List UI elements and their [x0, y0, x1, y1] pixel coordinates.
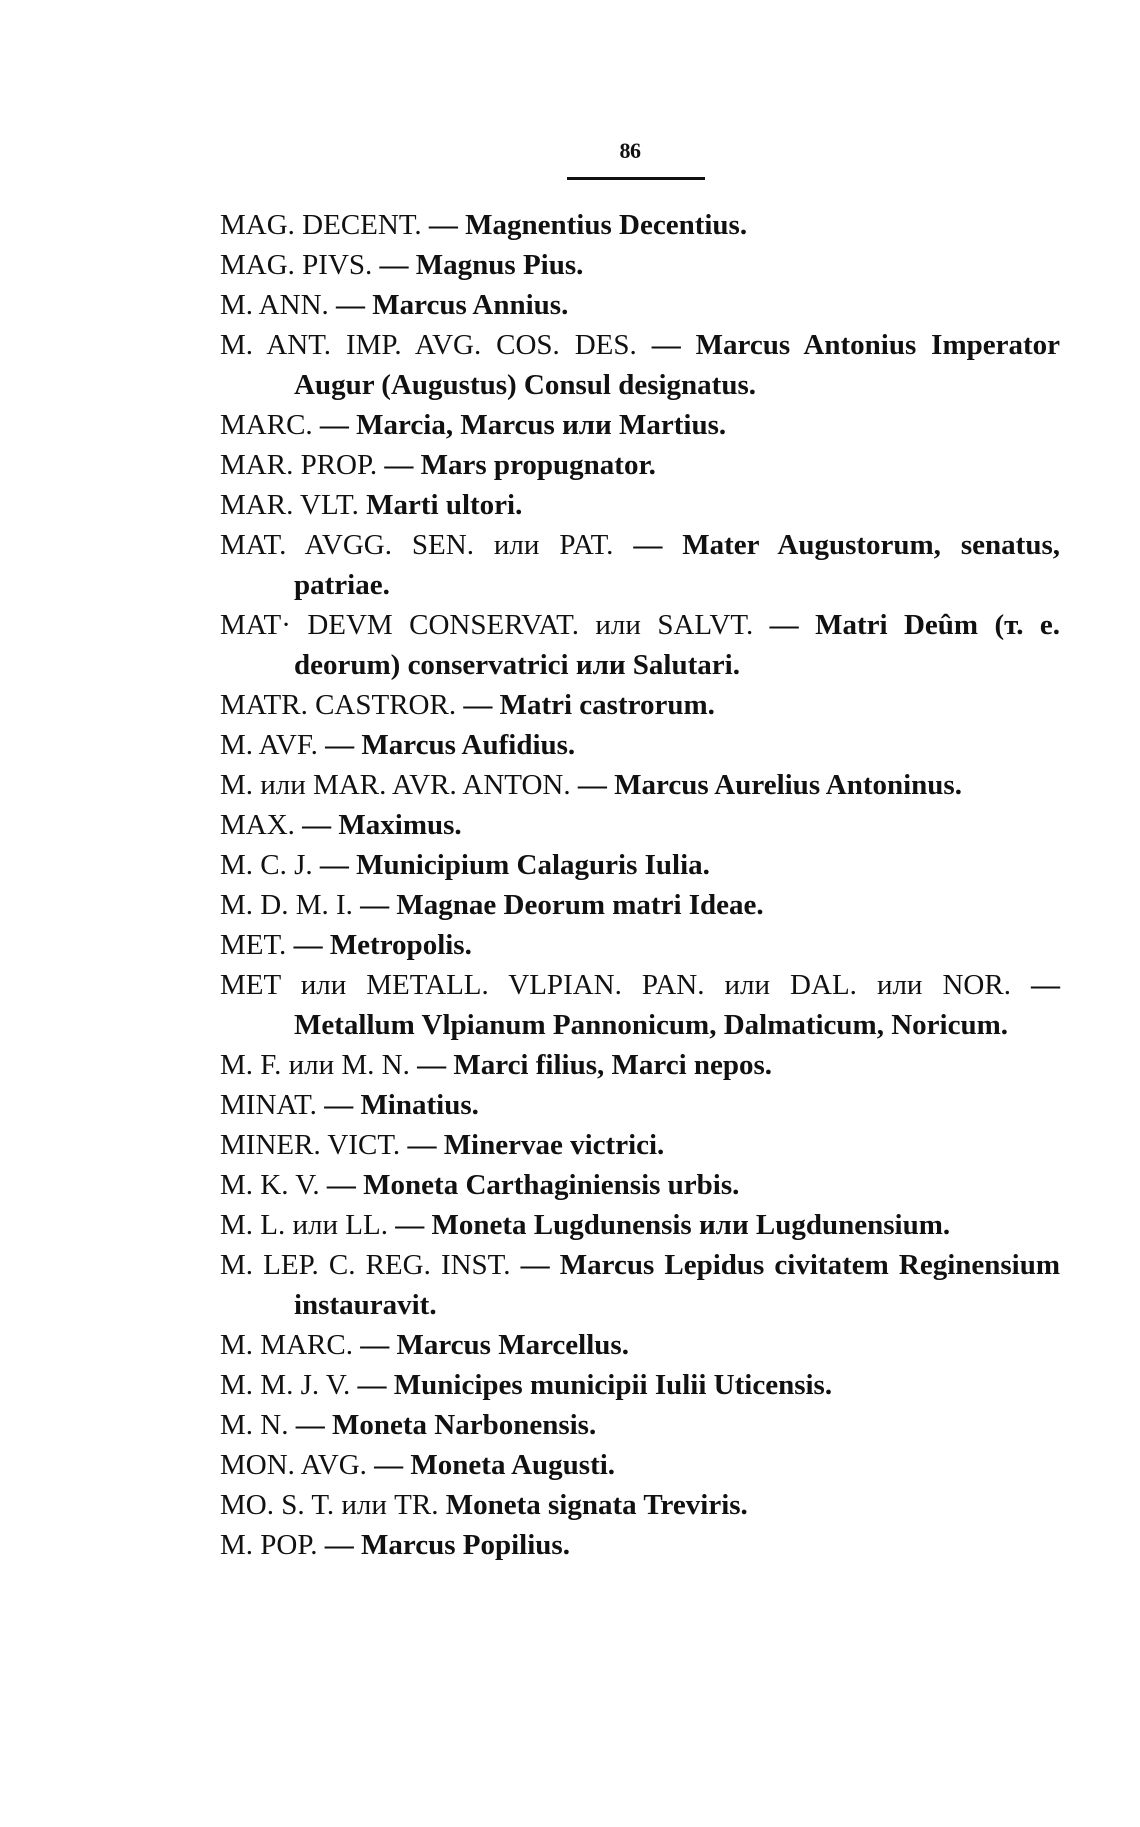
- entry-abbreviation: MAX.: [220, 809, 295, 841]
- entry-abbreviation: M. D. M. I.: [220, 889, 353, 921]
- entry-meaning: — Magnus Pius.: [379, 249, 584, 281]
- entry-abbreviation: MAR. PROP.: [220, 449, 378, 481]
- entry-abbreviation: M. M. J. V.: [220, 1369, 351, 1401]
- entry-meaning: — Moneta Lugdunensis или Lugdunensium.: [395, 1209, 951, 1241]
- abbreviation-entry: [220, 805, 1060, 845]
- entry-abbreviation: M. ANN.: [220, 289, 329, 321]
- header-rule: [567, 177, 705, 180]
- entry-meaning: — Metropolis.: [293, 929, 472, 961]
- entry-abbreviation: MATR. CASTROR.: [220, 689, 457, 721]
- entry-abbreviation: M. LEP. C. REG. INST.: [220, 1249, 511, 1281]
- entry-abbreviation: MAT· DEVM CONSERVAT. или SALVT.: [220, 609, 754, 641]
- entry-meaning: — Mater Augustorum, senatus, patriae.: [294, 529, 1060, 601]
- entry-abbreviation: M. L. или LL.: [220, 1209, 388, 1241]
- entry-meaning: — Marcus Aurelius Antoninus.: [577, 769, 962, 801]
- entry-meaning: — Marci filius, Marci nepos.: [417, 1049, 773, 1081]
- entry-meaning: — Moneta Narbonensis.: [295, 1409, 597, 1441]
- entry-abbreviation: MO. S. T. или TR.: [220, 1489, 439, 1521]
- entry-abbreviation: MINAT.: [220, 1089, 317, 1121]
- entry-abbreviation: MET или METALL. VLPIAN. PAN. или DAL. или NOR.: [220, 969, 1011, 1001]
- entry-meaning: Moneta signata Treviris.: [445, 1489, 748, 1521]
- entry-abbreviation: MAG. DECENT.: [220, 209, 422, 241]
- entry-meaning: — Marcus Lepidus civitatem Reginensium instauravit.: [294, 1249, 1061, 1321]
- entry-abbreviation: M. MARC.: [220, 1329, 353, 1361]
- abbreviation-entry: [220, 1445, 1060, 1485]
- entry-meaning: — Maximus.: [302, 809, 462, 841]
- abbreviation-entry: [220, 1125, 1060, 1165]
- entry-abbreviation: M. C. J.: [220, 849, 313, 881]
- abbreviation-entry: [220, 1245, 1060, 1325]
- abbreviation-entry: [220, 925, 1060, 965]
- abbreviation-entry: [220, 1085, 1060, 1125]
- abbreviation-entry: [220, 405, 1060, 445]
- entry-meaning: — Marcus Marcellus.: [360, 1329, 629, 1361]
- abbreviation-entry: [220, 605, 1060, 685]
- abbreviation-entry: [220, 285, 1060, 325]
- entry-meaning: — Municipium Calaguris Iulia.: [319, 849, 710, 881]
- abbreviation-entry: [220, 1485, 1060, 1525]
- abbreviation-entry: [220, 685, 1060, 725]
- entry-abbreviation: M. F. или M. N.: [220, 1049, 410, 1081]
- page-number: 86: [619, 138, 641, 163]
- entry-abbreviation: M. или MAR. AVR. ANTON.: [220, 769, 571, 801]
- abbreviation-entry: [220, 1165, 1060, 1205]
- entry-meaning: — Moneta Carthaginiensis urbis.: [326, 1169, 740, 1201]
- entry-meaning: — Marcus Popilius.: [324, 1529, 570, 1561]
- abbreviation-entry: [220, 885, 1060, 925]
- entry-meaning: — Municipes municipii Iulii Uticensis.: [357, 1369, 833, 1401]
- abbreviation-entry: [220, 1205, 1060, 1245]
- entry-abbreviation: MAG. PIVS.: [220, 249, 373, 281]
- entry-abbreviation: MON. AVG.: [220, 1449, 367, 1481]
- entry-abbreviation: MET.: [220, 929, 287, 961]
- abbreviation-entry: [220, 1045, 1060, 1085]
- entry-meaning: Marti ultori.: [366, 489, 523, 521]
- entry-abbreviation: MAR. VLT.: [220, 489, 359, 521]
- entry-meaning: — Mars propugnator.: [384, 449, 656, 481]
- entry-meaning: — Minatius.: [324, 1089, 479, 1121]
- abbreviation-entry: [220, 245, 1060, 285]
- entry-abbreviation: M. AVF.: [220, 729, 318, 761]
- entry-meaning: — Marcus Annius.: [336, 289, 569, 321]
- entry-meaning: — Moneta Augusti.: [374, 1449, 616, 1481]
- entry-meaning: — Marcus Antonius Imperator Augur (Augustus) Consul designatus.: [294, 329, 1061, 401]
- abbreviation-entry: [220, 845, 1060, 885]
- abbreviation-list: [220, 205, 1060, 1565]
- entry-meaning: — Matri castrorum.: [463, 689, 715, 721]
- entry-abbreviation: M. N.: [220, 1409, 289, 1441]
- entry-meaning: — Marcia, Marcus или Martius.: [319, 409, 727, 441]
- entry-abbreviation: M. POP.: [220, 1529, 318, 1561]
- abbreviation-entry: [220, 725, 1060, 765]
- abbreviation-entry: [220, 445, 1060, 485]
- abbreviation-entry: [220, 1525, 1060, 1565]
- abbreviation-entry: [220, 765, 1060, 805]
- abbreviation-entry: [220, 205, 1060, 245]
- abbreviation-entry: [220, 1325, 1060, 1365]
- abbreviation-entry: [220, 1405, 1060, 1445]
- abbreviation-entry: [220, 325, 1060, 405]
- entry-abbreviation: M. K. V.: [220, 1169, 320, 1201]
- entry-abbreviation: MAT. AVGG. SEN. или PAT.: [220, 529, 614, 561]
- entry-meaning: —Metallum Vlpianum Pannonicum, Dalmaticum, Noricum.: [294, 969, 1060, 1041]
- abbreviation-entry: [220, 1365, 1060, 1405]
- abbreviation-entry: [220, 485, 1060, 525]
- entry-abbreviation: M. ANT. IMP. AVG. COS. DES.: [220, 329, 637, 361]
- entry-abbreviation: MINER. VICT.: [220, 1129, 401, 1161]
- entry-meaning: — Matri Deûm (т. e. deorum) conservatrici или Salutari.: [294, 609, 1061, 681]
- abbreviation-entry: [220, 525, 1060, 605]
- entry-abbreviation: MARC.: [220, 409, 313, 441]
- abbreviation-entry: [220, 965, 1060, 1045]
- entry-meaning: — Magnentius Decentius.: [428, 209, 748, 241]
- entry-meaning: — Marcus Aufidius.: [325, 729, 576, 761]
- entry-meaning: — Magnae Deorum matri Ideae.: [360, 889, 764, 921]
- entry-meaning: — Minervae victrici.: [407, 1129, 665, 1161]
